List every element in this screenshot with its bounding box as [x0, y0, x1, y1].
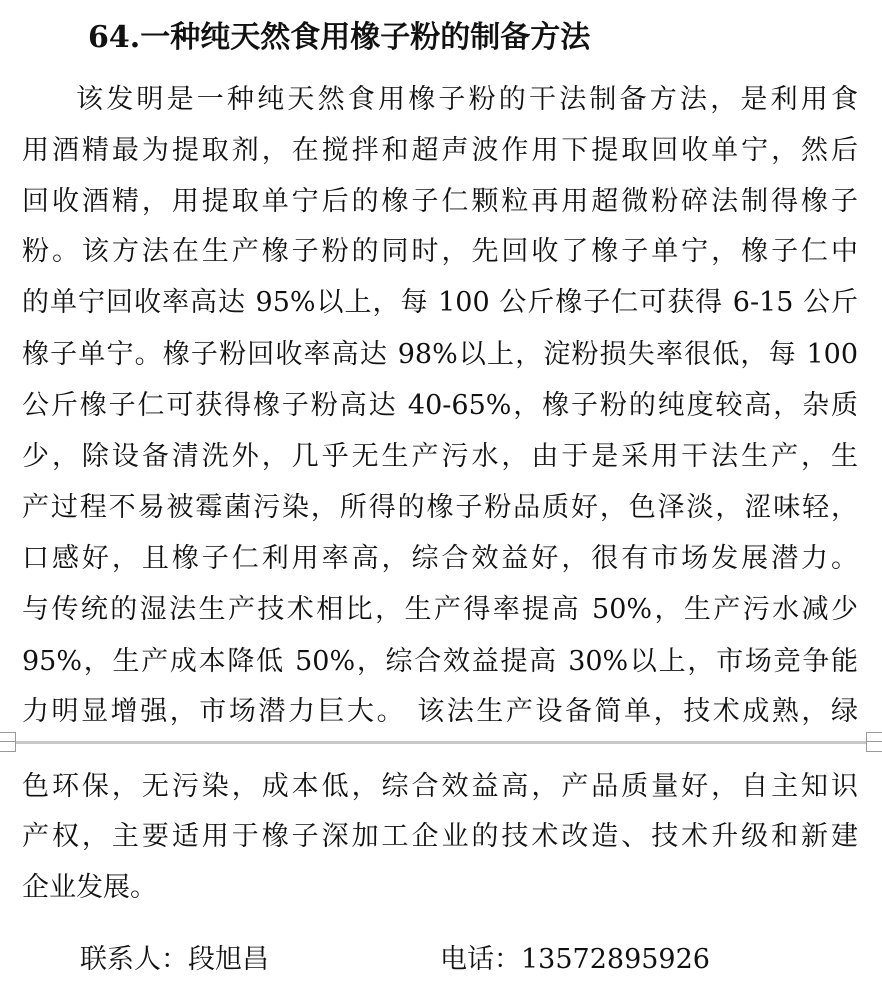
- body-line-6: 橡子单宁。橡子粉回收率高达 98%以上，淀粉损失率很低，每 100: [22, 339, 858, 370]
- page-break-left-marker-icon: [0, 732, 16, 752]
- body-line-9: 产过程不易被霉菌污染，所得的橡子粉品质好，色泽淡，涩味轻，: [22, 492, 858, 523]
- body-line-8: 少，除设备清洗外，几乎无生产污水，由于是采用干法生产，生: [22, 441, 858, 472]
- body-line-15: 产权，主要适用于橡子深加工企业的技术改造、技术升级和新建: [22, 821, 858, 852]
- body-line-5: 的单宁回收率高达 95%以上，每 100 公斤橡子仁可获得 6-15 公斤: [22, 287, 858, 318]
- body-line-7: 公斤橡子仁可获得橡子粉高达 40-65%，橡子粉的纯度较高，杂质: [22, 390, 858, 421]
- body-line-11: 与传统的湿法生产技术相比，生产得率提高 50%，生产污水减少: [22, 594, 858, 625]
- body-line-1: 该发明是一种纯天然食用橡子粉的干法制备方法，是利用食: [76, 84, 858, 115]
- contact-person-label: 联系人：: [80, 944, 188, 975]
- contact-person-name: 段旭昌: [188, 944, 269, 975]
- body-line-2: 用酒精最为提取剂，在搅拌和超声波作用下提取回收单宁，然后: [22, 135, 858, 166]
- page-break-right-marker-icon: [866, 732, 882, 752]
- body-line-4: 粉。该方法在生产橡子粉的同时，先回收了橡子单宁，橡子仁中: [22, 236, 858, 267]
- contact-phone-number: 13572895926: [521, 944, 710, 975]
- contact-person: [80, 940, 269, 980]
- page-break-divider: [0, 732, 882, 754]
- body-line-12: 95%，生产成本降低 50%，综合效益提高 30%以上，市场竞争能: [22, 646, 858, 677]
- body-line-16: 企业发展。: [22, 872, 157, 903]
- body-line-3: 回收酒精，用提取单宁后的橡子仁颗粒再用超微粉碎法制得橡子: [22, 186, 858, 217]
- body-line-10: 口感好，且橡子仁利用率高，综合效益好，很有市场发展潜力。: [22, 543, 858, 574]
- body-line-14: 色环保，无污染，成本低，综合效益高，产品质量好，自主知识: [22, 771, 858, 802]
- contact-phone-label: 电话：: [440, 944, 521, 975]
- body-line-13: 力明显增强，市场潜力巨大。 该法生产设备简单，技术成熟，绿: [22, 696, 858, 727]
- page-break-line: [0, 741, 882, 744]
- contact-phone: [440, 940, 710, 980]
- document-title: 64.一种纯天然食用橡子粉的制备方法: [88, 20, 591, 55]
